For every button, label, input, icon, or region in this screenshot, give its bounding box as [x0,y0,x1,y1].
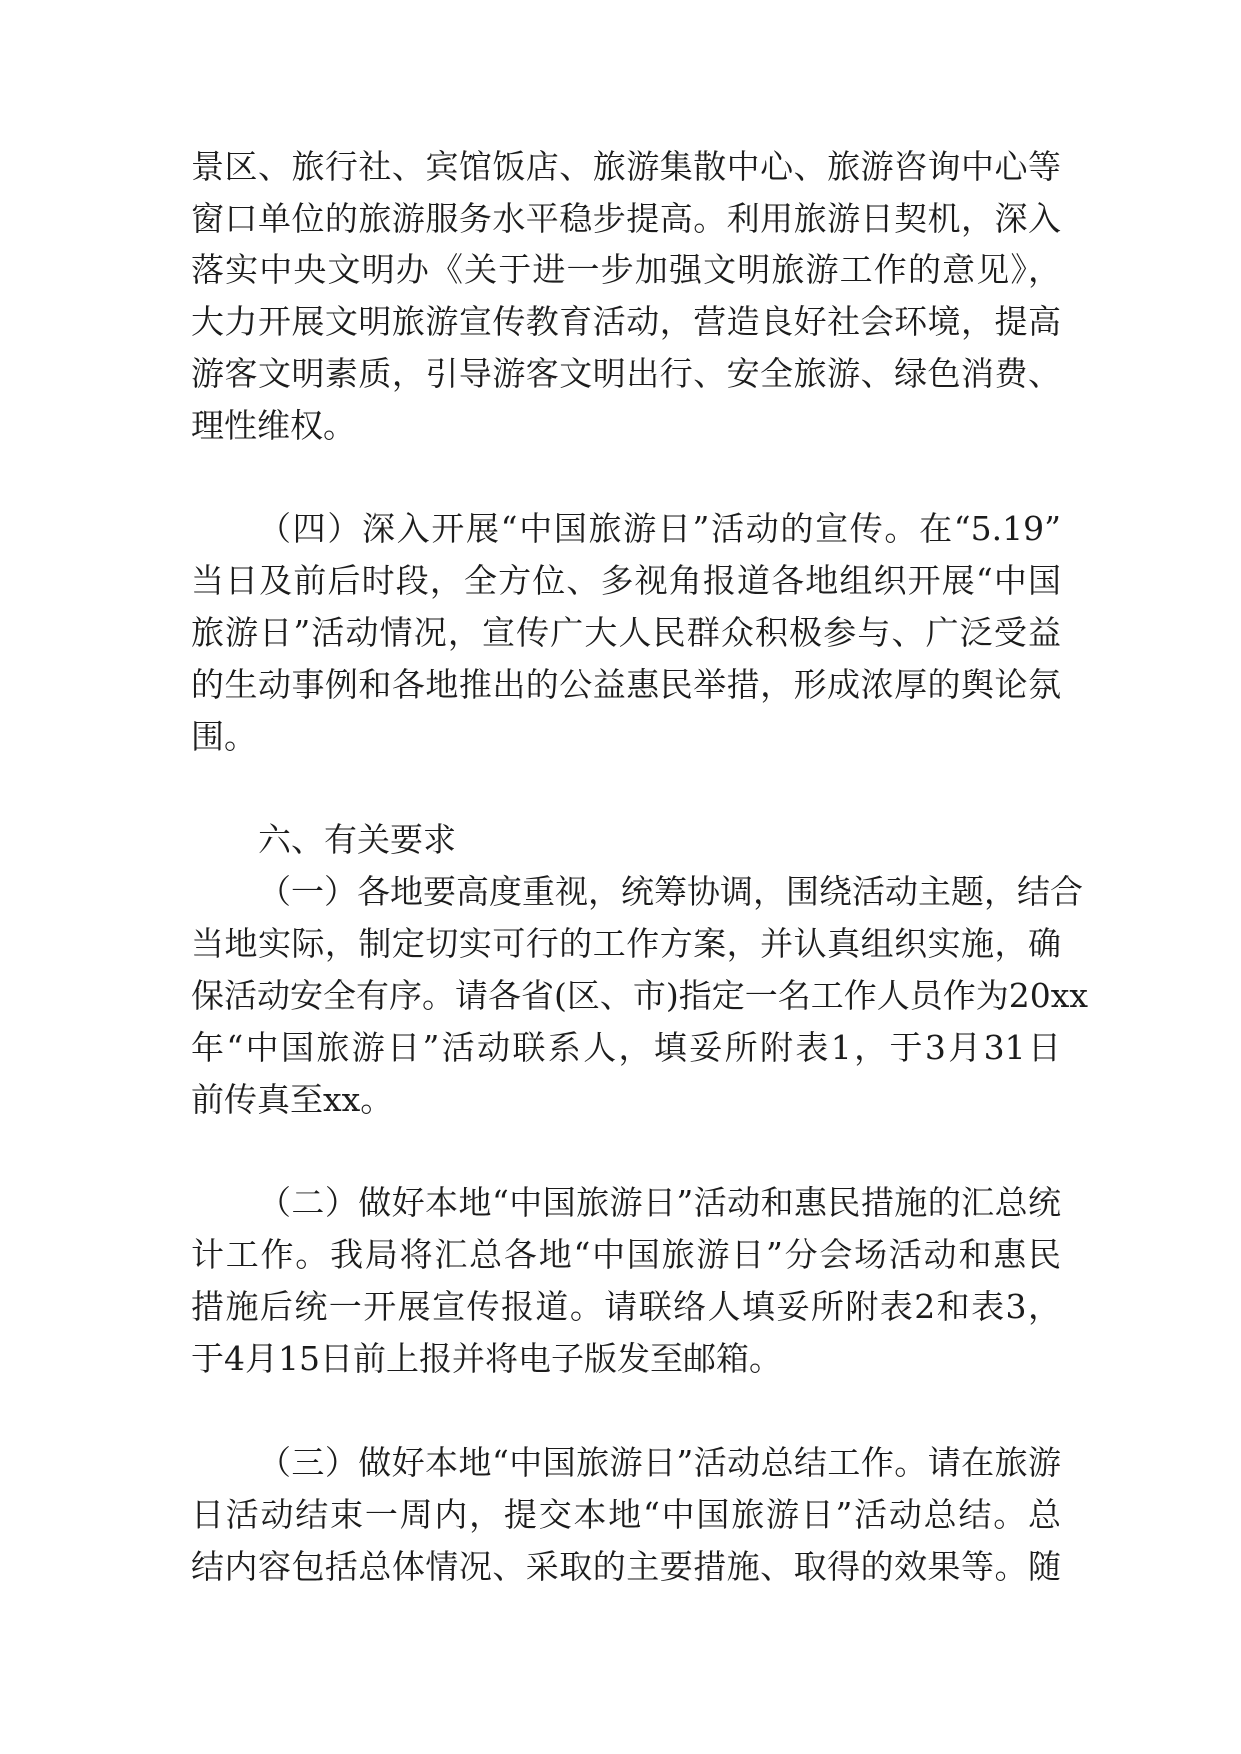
text-line: 景区、旅行社、宾馆饭店、旅游集散中心、旅游咨询中心等 [191,147,1061,186]
text-line: 计工作。我局将汇总各地“中国旅游日”分会场活动和惠民 [191,1235,1061,1274]
text-line: 旅游日”活动情况，宣传广大人民群众积极参与、广泛受益 [191,613,1061,652]
text-line: 游客文明素质，引导游客文明出行、安全旅游、绿色消费、 [191,354,1061,393]
paragraph-start-line: （三）做好本地“中国旅游日”活动总结工作。请在旅游 [258,1443,1061,1482]
text-line: 前传真至xx。 [191,1080,394,1119]
paragraph-start-line: （四）深入开展“中国旅游日”活动的宣传。在“5.19” [258,509,1061,548]
text-line: 日活动结束一周内，提交本地“中国旅游日”活动总结。总 [191,1495,1061,1534]
text-line: 年“中国旅游日”活动联系人，填妥所附表1，于3月31日 [191,1028,1061,1067]
section-heading: 六、有关要求 [258,820,456,859]
text-line: 的生动事例和各地推出的公益惠民举措，形成浓厚的舆论氛 [191,665,1061,704]
text-line: 围。 [191,717,257,756]
text-line: 落实中央文明办《关于进一步加强文明旅游工作的意见》， [191,250,1061,289]
text-line: 措施后统一开展宣传报道。请联络人填妥所附表2和表3， [191,1287,1061,1326]
text-line: 当地实际，制定切实可行的工作方案，并认真组织实施，确 [191,924,1061,963]
text-line: 结内容包括总体情况、采取的主要措施、取得的效果等。随 [191,1547,1061,1586]
paragraph-start-line: （二）做好本地“中国旅游日”活动和惠民措施的汇总统 [258,1183,1061,1222]
text-line: 保活动安全有序。请各省(区、市)指定一名工作人员作为20xx [191,976,1088,1015]
paragraph-start-line: （一）各地要高度重视，统筹协调，围绕活动主题，结合 [258,872,1083,911]
text-line: 于4月15日前上报并将电子版发至邮箱。 [191,1339,782,1378]
text-line: 当日及前后时段，全方位、多视角报道各地组织开展“中国 [191,561,1061,600]
text-line: 窗口单位的旅游服务水平稳步提高。利用旅游日契机，深入 [191,199,1061,238]
text-line: 理性维权。 [191,406,356,445]
text-line: 大力开展文明旅游宣传教育活动，营造良好社会环境，提高 [191,302,1061,341]
